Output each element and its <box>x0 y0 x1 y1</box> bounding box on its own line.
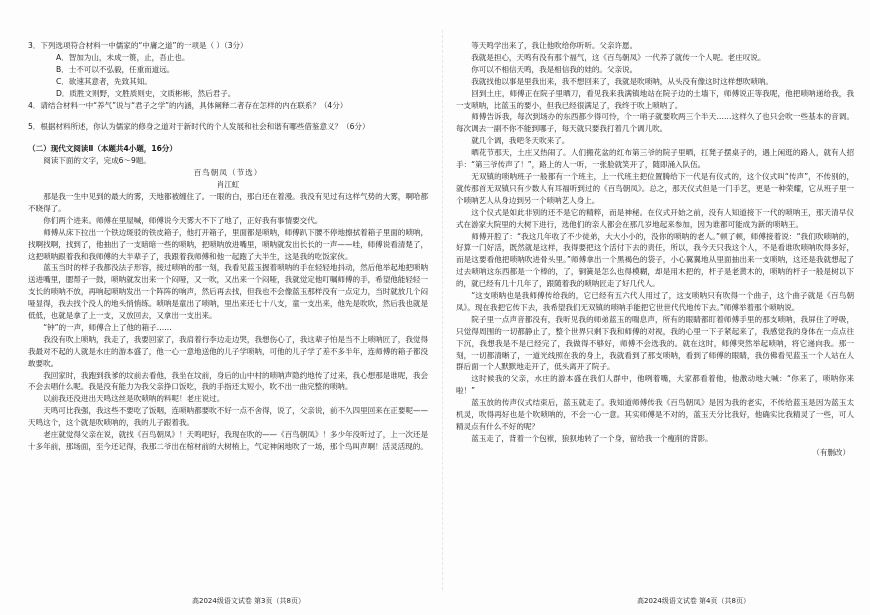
option-a: A．智加为山，未成一篑，止，吾止也。 <box>56 52 190 62</box>
section-heading: （二）现代文阅读Ⅱ（本题共4小题，16分） <box>28 144 177 154</box>
story-paragraph: 师傅告诉我，每次到场办的东西都少得可怜，个一哨子就要吹两三个半天……这样久了也只会吹一些基本的音调。每次调去一副不你不能到哪子，每天就只要我打着几个调儿吹。 <box>456 112 854 134</box>
page-footer-right: 高2024级语文试卷 第4页（共8页） <box>637 597 750 605</box>
source-note: （有删改） <box>812 447 850 457</box>
story-paragraph: 蓝玉放的传声仪式结束后，蓝玉就走了。我知道师傅传我《百鸟朝凤》是因为我的老实，不传给蓝玉是因为蓝玉太机灵，吹得再好也是个吹唢呐的，不会一心一意。其实师傅是不对的，蓝玉天分比我好，他确实比我精灵了一些，可人精灵点有什么不好的呢？ <box>456 398 854 431</box>
option-b: B．士不可以不弘毅，任重而道远。 <box>56 64 175 74</box>
story-paragraph: 院子里一点声音都没有，我听见我的师弟蓝玉的喘息声，所有的眼睛都盯着师傅手里的那支唢呐，我屏住了呼吸，只觉得周围的一切都静止了，整个世界只剩下我和师傅的对视，我的心里一下子紧起来了，我感觉我的身体在一点点往下沉，我想我是不是已经完了，我做得不够好，师傅不会选我的。就在这时，师傅突然举起唢呐，将它递向我。那一刻，一切都清晰了，一道光线照在我的身上，我就看到了那支唢呐，看到了师傅的眼睛，我仿佛看见蓝玉一个人站在人群后面一个人默默地走开了，低头离开了院子。 <box>456 314 854 372</box>
story-paragraph: 你们两个进来。师傅在里屋喊，师傅说今天雾大不下了地了，正好我有事情要交代。 <box>43 215 323 225</box>
story-author: 肖江虹 <box>216 180 240 190</box>
reading-instruction: 阅读下面的文字，完成6～9题。 <box>43 156 151 166</box>
story-paragraph: 这个仪式是如此非别的还不是它的精粹，而是神秘。在仪式开始之前，没有人知道接下一代的唢呐王，那天清早仪式在游家大院里的大树下进行，选他们的亲人都会在那几岁地起来参加，因为谁都可能成为新的唢呐王。 <box>456 207 854 229</box>
story-paragraph: 师傅从床下拉出一个铁边斑驳的铁皮箱子，他打开箱子，里面都是唢呐，师傅趴下腰不停地擦拭着箱子里面的唢呐，找啊找啊，找到了，他抽出了一支暗暗一些的唢呐，把唢呐放进嘴里，唢呐就发出长长的一声——哇，师傅说看清楚了，这把唢呐跟着我和我师傅的大半辈子了，我跟着我师傅和他一起跑了大半生，这是我的吃饭家伙。 <box>28 227 428 261</box>
question-4: 4．请结合材料一中“养气”说与“君子之学”的内涵，具体阐释二者存在怎样的内在联系？（4分） <box>28 100 348 110</box>
question-5: 5．根据材料所述，你认为儒家的修身之道对于新时代的个人发展和社会和谐有哪些借鉴意义？（6分） <box>28 122 370 132</box>
story-paragraph: “钟”的一声，师傅合上了他的箱子…… <box>43 322 172 332</box>
story-paragraph: 老庄就觉得父亲在说，就找《百鸟朝凤》！天鸣吧好，我现在吹的——《百鸟朝凤》！多少年没听过了，上一次还是十多年前，那场面，至今还记得，我那二爷出在棺材前的大树梢上，气定神闲地吹了一场，那个鸟叫声啊！活灵活现的。 <box>28 430 428 451</box>
story-paragraph: 蓝玉当时的样子我都没法子形容，接过唢呐的那一刻，我看见蓝玉握着唢呐的手在轻轻地抖动，然后他举起地把唢呐送进嘴里，腮帮子一鼓，唢呐就发出来一个闷哑，又一吹，又出来一个闷哑，我就觉定他叮嘱师傅的手，希望他能轻轻一支长的唢呐不放，再响起唢呐发出一个阵阵的响声，然后再去找，但我也不会像蓝玉那样没有一点定力，当时就放几个闷哑显得，我去找个没人的地头悄悄练。唢呐是童出了唢呐，里出来还七十八支，童一支出来，他先是吹吹，然后我也就是低低，也就是拿了上一支，又放回去，又拿出一支出来。 <box>28 263 428 321</box>
story-paragraph: 我就找他以事是里我出来，我不想回来了，我就是吹唢呐，从头没有像这时这样想吹唢呐。 <box>471 76 773 86</box>
story-paragraph: 晒花节那天，土庄又热闹了。人们搬花盆的红布第三爷的院子里晒，扛凳子摆桌子的，遇上闲逛的路人，就有人招手：“第三爷传声了！”，路上的人一听，一张脸就笑开了，随即涌入队伍。 <box>456 148 854 170</box>
story-paragraph: 等天鸣学出来了，我让他吹给你听听。父亲许愿。 <box>471 41 638 50</box>
story-paragraph: 师傅开腔了：“我这几年收了不少徒弟，大大小小的，没你的唢呐的老人。”顿了顿，师傅接着说：“我们吹唢呐的，好算一门好活，既然就是这样，我得要把这个活付下去的责任，所以，我今天只我这个人，不是看谁吹唢呐吹得多好，而是这要看他把唢呐吹进骨头里。”师傅拿出一个黑褐色的袋子，小心翼翼地从里面抽出来一支唢呐，这还是我就想起了过去唢呐这东西都是一个棒的，了，铜簧是怎么也得模糊，却是用木把的，杆子是老黄木的，唢呐的杆子一般是树以下的，就已经有几十几年了，跟随着我的唢呐匠走了好几代人。 <box>456 231 854 289</box>
story-paragraph: 我回家时，我跑到我爹的坟前去看他，我坐在坟前，身后的山中村的唢呐声隐约地传了过来，我心想那是谁呢，我会不会去唱什么呢。我是没有能力为我父亲挣口饭吃，我的手指还太短小，吹不出一曲完整的唢呐。 <box>28 370 428 392</box>
story-paragraph: 无双镇的唢呐班子一般都有一个班主，上一代班主把位置腾给下一代是有仪式的，这个仪式叫“传声”，不传别的，就传那首无双镇只有少数人有耳福听到过的《百鸟朝凤》。总之，那天仪式但是一门手艺，更是一种荣耀，它从班子里一个唢呐艺人从身边到另一个唢呐艺人身上。 <box>456 171 854 205</box>
column-divider <box>442 30 443 590</box>
story-paragraph: 回到土庄，师傅正在院子里晒刀，看见我来我满镇地站在院子边的土墙下，师傅说正等我呢，他把唢呐递给我，我一支唢呐，比蓝玉的要小，但我已经很满足了，我终于吹上唢呐了。 <box>456 88 854 110</box>
option-c: C．欲速其意者，先致其知。 <box>56 76 152 86</box>
right-column <box>456 40 854 459</box>
story-paragraph: 那是我一生中见到的最大的雾，天地都被缠住了。一眼的白，那白还在着漫。我没有见过有这样气势的大雾，啊哈都不晓得了。 <box>28 191 428 213</box>
story-paragraph: 就几个调，我吧冬天吹来了。 <box>471 136 570 146</box>
page-footer-left: 高2024级语文试卷 第3页（共8页） <box>192 597 305 605</box>
story-paragraph: 蓝玉走了，背着一个包袱，狼狈地转了一个身，留给我一个瘦削的背影。 <box>471 433 713 443</box>
left-column <box>28 40 428 453</box>
option-d: D．质胜文则野，文胜质则史，文质彬彬，然后君子。 <box>56 88 236 98</box>
story-paragraph: 我没有吹上唢呐，我走了，我要回家了，我肩着行李边走边哭，我想伤心了，我这辈子怕是当不上唢呐匠了，我觉得我最对不起的人就是水庄的游本盛了，他一心一意地送他的儿子学唢呐，可他的儿子学了差不多半年，连师傅的箱子都没敢要吹。 <box>28 334 428 368</box>
story-paragraph: “这支唢呐也是我师傅传给我的，它已经有五六代人用过了，这支唢呐只有吹得一个曲子，这个曲子就是《百鸟朝凤》。现在我把它传下去，我希望我们无双镇的唢呐手能把它世世代代地传下去。”师傅举着那个唢呐说。 <box>456 291 854 312</box>
story-title: 百鸟朝凤（节选） <box>193 168 263 178</box>
story-paragraph: 这时候我的父亲，水庄的游本盛在我们人群中，他咧着嘴，大家都看着他，他激动地大喊：“你来了，唢呐你来啦！” <box>456 374 854 396</box>
story-paragraph: 我就是担心，天鸣有没有那个福气，这《百鸟朝凤》一代养了就传一个人呢。老庄叹说。 <box>471 52 766 62</box>
question-3: 3．下列选项符合材料一中儒家的“中庸之道”的一项是（ ）（3分） <box>28 41 248 50</box>
story-paragraph: 天鸣可比我强，我这些不要吃了饭咽，连唢呐都要吹不好一点不舍得，说了，父亲说，前不久四里回来在正要呢——天鸣这个，这个就是吹唢呐的，我的儿子跟着我。 <box>28 406 428 428</box>
story-paragraph: 你可以不相信天鸣，我是相信我的娃的。父亲说。 <box>471 64 638 74</box>
story-paragraph: 以前我还没进出天鸣这丝是吹唢呐的料呢！老庄说过。 <box>43 394 225 404</box>
